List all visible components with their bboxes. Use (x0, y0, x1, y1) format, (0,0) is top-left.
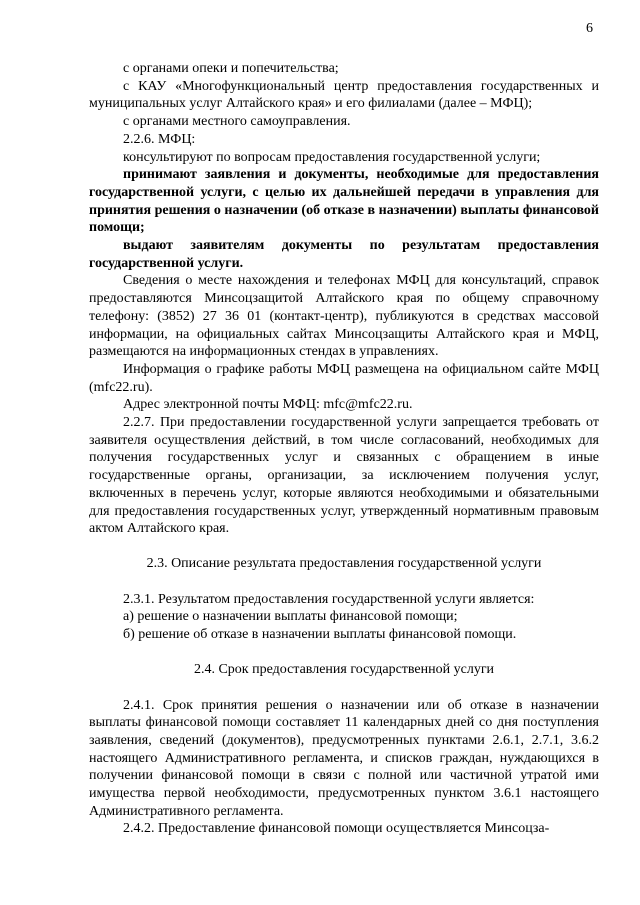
paragraph: Адрес электронной почты МФЦ: mfc@mfc22.ru. (123, 397, 413, 413)
paragraph: 2.4.1. Срок принятия решения о назначении или об отказе в назначении выплаты финансовой помощи составляет 11 календарных дней со дня поступления заявления, сведений (документов), предусмотренных пунктами 2.6.1, 2.7.1, 3.6.2 настоящего Административного регламента, и списков граждан, нуждающихся в получении финансовой помощи в связи с полной или частичной утратой ими имущества первой необходимости, предусмотренных пунктом 3.6.1 настоящего Административного регламента. (89, 697, 599, 819)
paragraph: б) решение об отказе в назначении выплаты финансовой помощи. (123, 627, 517, 643)
section-heading-2-3: 2.3. Описание результата предоставления государственной услуги (146, 555, 542, 571)
paragraph: 2.2.7. При предоставлении государственной услуги запрещается требовать от заявителя осуществления действий, в том числе согласований, необходимых для получения государственных услуг и связанных с обращением в иные государственные органы, организации, за исключением получения услуг, включенных в перечень услуг, которые являются необходимыми и обязательными для предоставления государственных услуг, утвержденный нормативным правовым актом Алтайского края. (89, 415, 599, 537)
page-number: 6 (586, 21, 593, 36)
paragraph: а) решение о назначении выплаты финансовой помощи; (123, 609, 458, 625)
paragraph: Информация о графике работы МФЦ размещена на официальном сайте МФЦ (mfc22.ru). (89, 361, 599, 395)
section-heading-2-4: 2.4. Срок предоставления государственной услуги (193, 661, 495, 677)
paragraph: 2.3.1. Результатом предоставления государственной услуги является: (123, 591, 535, 607)
paragraph: принимают заявления и документы, необходимые для предоставления государственной услуги, с целью их дальнейшей передачи в управления для принятия решения о назначении (об отказе в назначении) выплаты финансовой помощи; (89, 167, 599, 236)
paragraph: 2.4.2. Предоставление финансовой помощи осуществляется Минсоцза- (123, 821, 550, 837)
paragraph: с КАУ «Многофункциональный центр предоставления государственных и муниципальных услуг Алтайского края» и его филиалами (далее – МФЦ); (89, 78, 599, 112)
paragraph: 2.2.6. МФЦ: (123, 131, 196, 147)
document-body (89, 60, 599, 838)
paragraph: выдают заявителям документы по результатам предоставления государственной услуги. (89, 238, 599, 271)
paragraph: с органами опеки и попечительства; (123, 61, 339, 76)
paragraph: с органами местного самоуправления. (123, 114, 351, 130)
paragraph: консультируют по вопросам предоставления государственной услуги; (123, 149, 541, 165)
paragraph: Сведения о месте нахождения и телефонах МФЦ для консультаций, справок предоставляются Минсоцзащитой Алтайского края по общему справочному телефону: (3852) 27 36 01 (контакт-центр), публикуются в средствах массовой информации, на официальных сайтах Минсоцзащиты Алтайского края и МФЦ, размещаются на информационных стендах в управлениях. (89, 273, 599, 360)
